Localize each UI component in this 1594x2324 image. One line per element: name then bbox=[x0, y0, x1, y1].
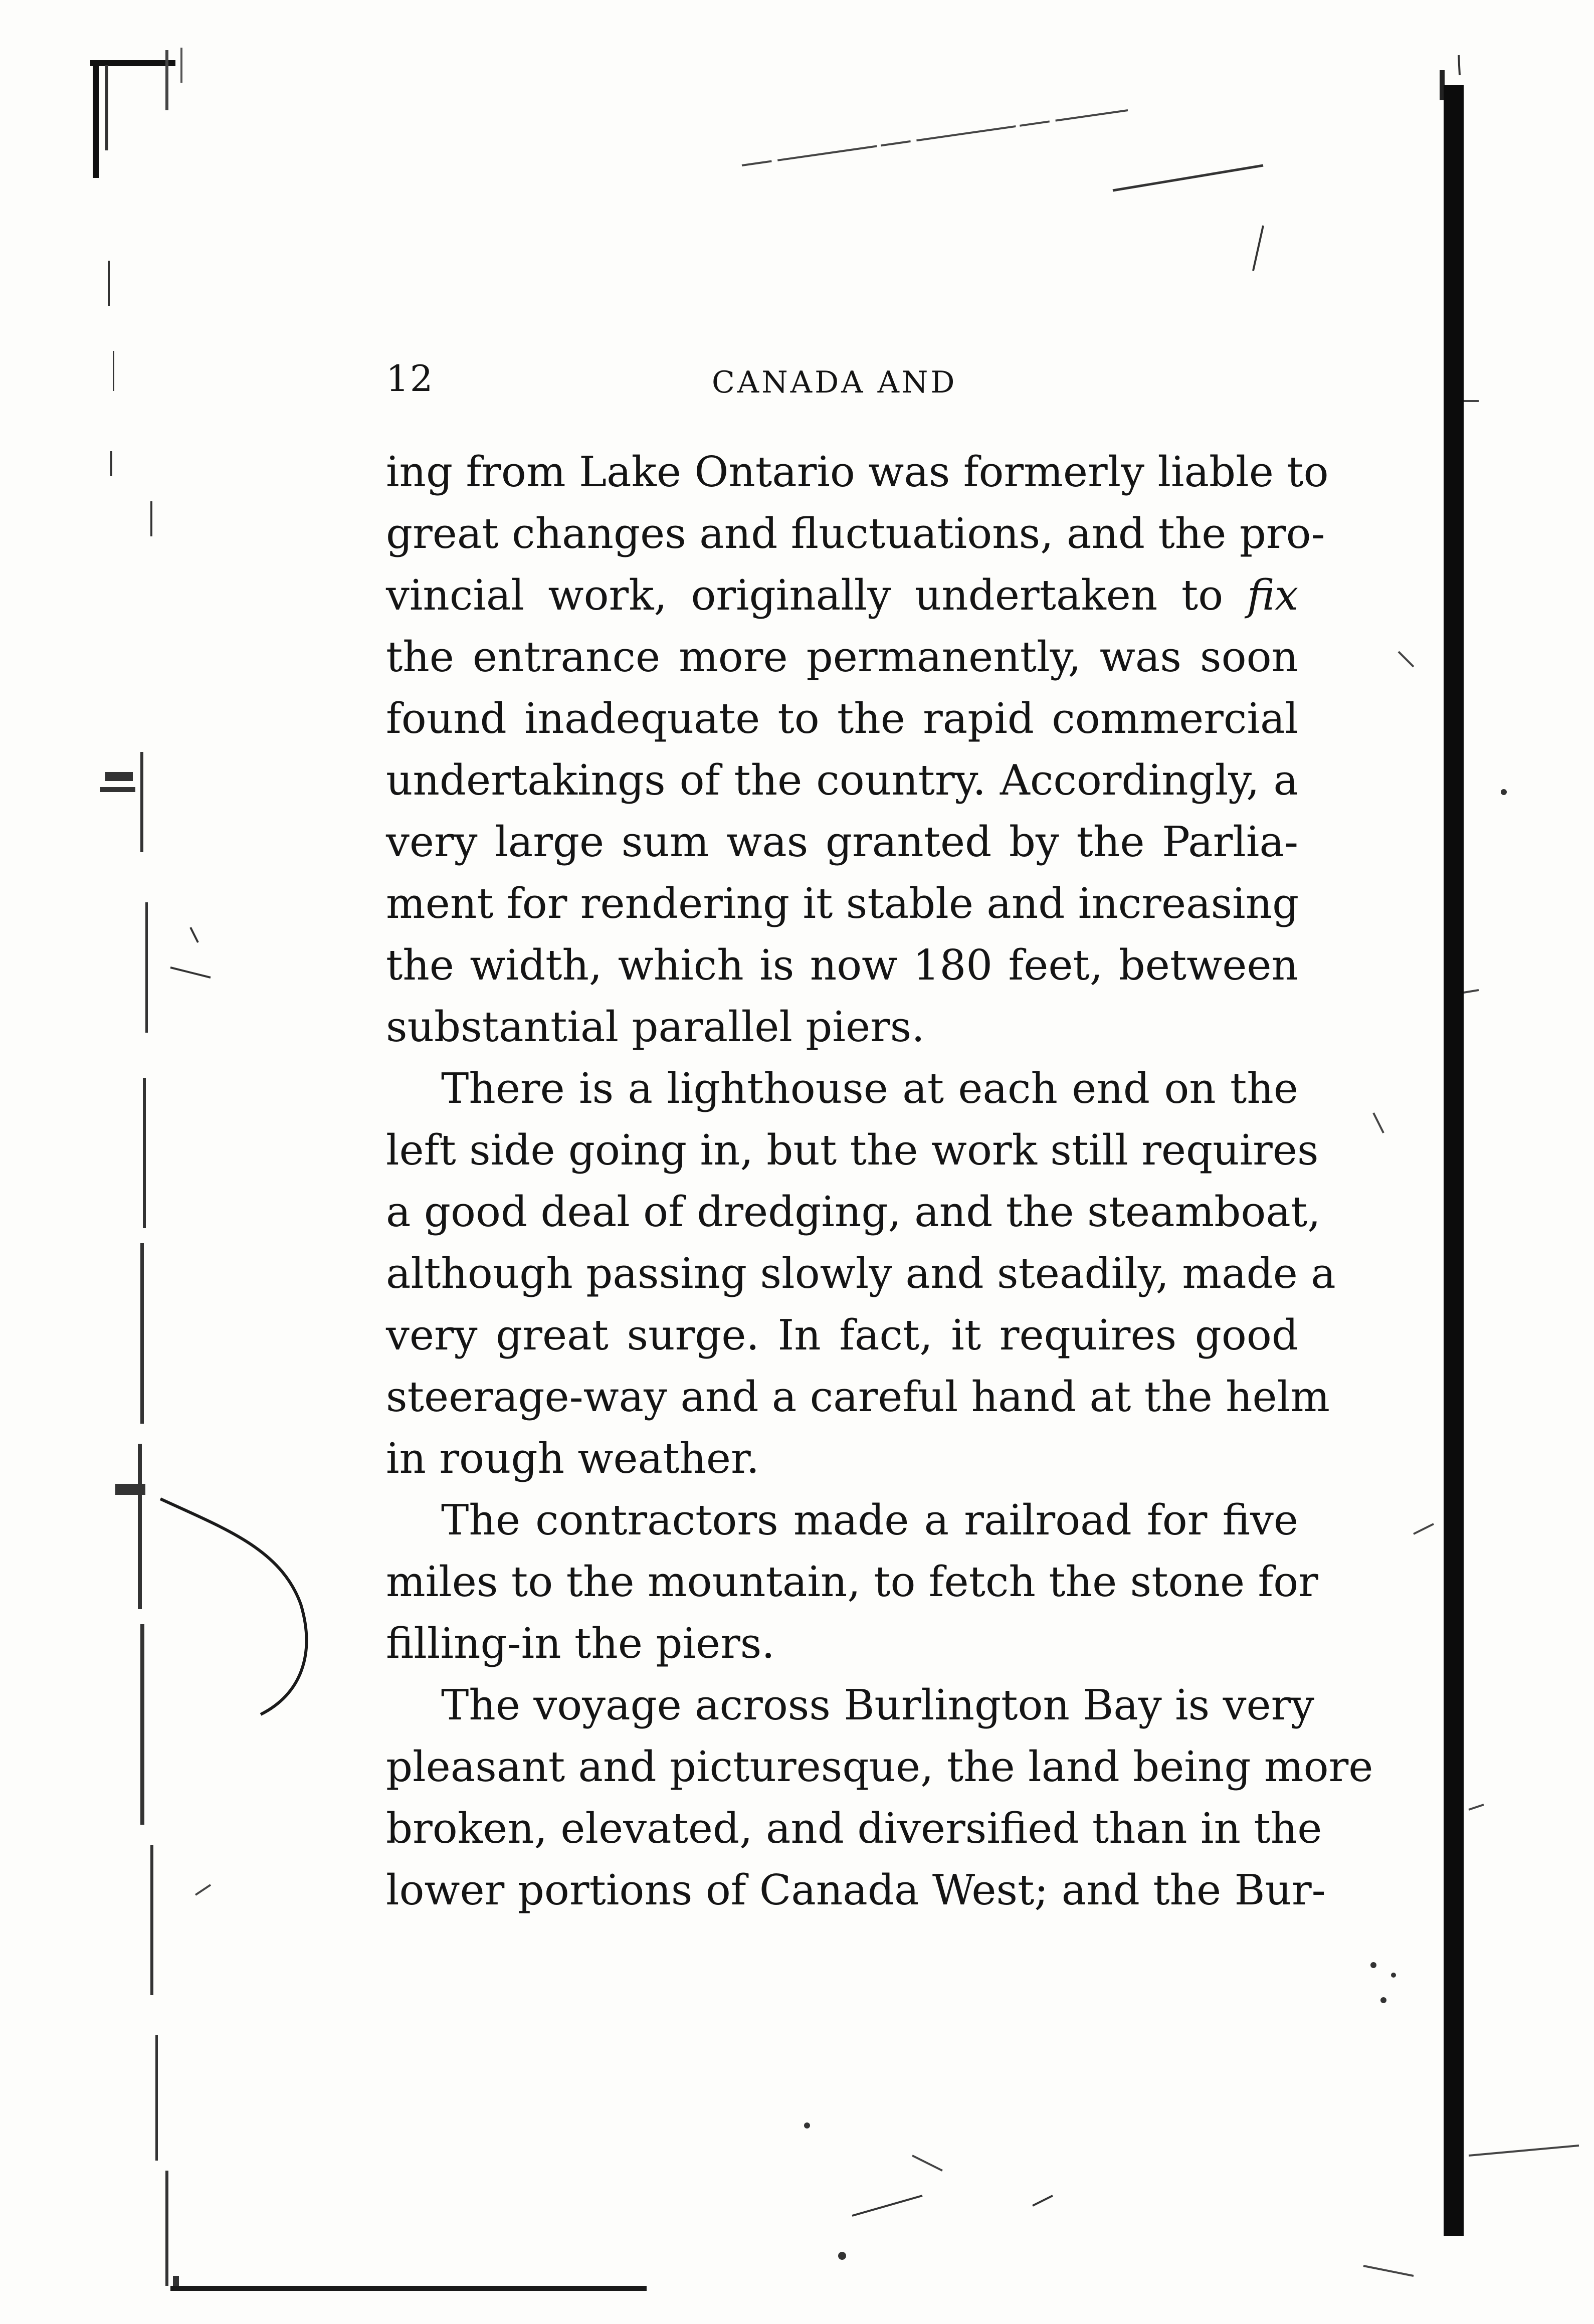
page-header bbox=[386, 353, 1288, 409]
text-line: undertakings of the country. Accordingly, a bbox=[386, 756, 1298, 805]
page-number: 12 bbox=[386, 357, 434, 400]
paragraph-4 bbox=[386, 1674, 1373, 1921]
text-line-start: vincial work, originally undertaken to bbox=[386, 571, 1224, 620]
text-line: filling-in the piers. bbox=[386, 1619, 775, 1668]
text-line bbox=[386, 564, 1298, 626]
text-line: The contractors made a railroad for five bbox=[441, 1496, 1298, 1544]
text-line: The voyage across Burlington Bay is very bbox=[441, 1681, 1315, 1729]
text-line: pleasant and picturesque, the land being more bbox=[386, 1742, 1373, 1791]
body-text bbox=[386, 441, 1373, 1921]
running-head: CANADA AND bbox=[712, 365, 957, 400]
text-line: in rough weather. bbox=[386, 1434, 759, 1483]
text-line: found inadequate to the rapid commercial bbox=[386, 694, 1298, 743]
paragraph-3 bbox=[386, 1489, 1318, 1674]
scan-bottom-rule bbox=[170, 2286, 647, 2291]
text-line: substantial parallel piers. bbox=[386, 1003, 925, 1051]
text-line: very large sum was granted by the Parlia- bbox=[386, 818, 1298, 866]
text-line: broken, elevated, and diversified than in the bbox=[386, 1804, 1322, 1853]
text-line: left side going in, but the work still requires bbox=[386, 1126, 1319, 1175]
text-line: the entrance more permanently, was soon bbox=[386, 633, 1298, 681]
scan-edge-bar bbox=[1444, 85, 1464, 2236]
text-line: lower portions of Canada West; and the Bur- bbox=[386, 1866, 1326, 1914]
text-line: a good deal of dredging, and the steamboat, bbox=[386, 1188, 1321, 1236]
text-line: very great surge. In fact, it requires good bbox=[386, 1311, 1298, 1360]
text-line: the width, which is now 180 feet, between bbox=[386, 941, 1298, 990]
paragraph-1 bbox=[386, 441, 1329, 1058]
paragraph-2 bbox=[386, 1058, 1336, 1489]
text-line: steerage-way and a careful hand at the helm bbox=[386, 1373, 1330, 1421]
text-line: although passing slowly and steadily, made a bbox=[386, 1249, 1336, 1298]
text-line: great changes and fluctuations, and the pro- bbox=[386, 509, 1325, 558]
text-line: ment for rendering it stable and increasing bbox=[386, 879, 1299, 928]
text-line: ing from Lake Ontario was formerly liable to bbox=[386, 448, 1329, 496]
italic-word: fix bbox=[1247, 571, 1298, 620]
text-line: miles to the mountain, to fetch the stone for bbox=[386, 1558, 1318, 1606]
text-line: There is a lighthouse at each end on the bbox=[441, 1064, 1298, 1113]
